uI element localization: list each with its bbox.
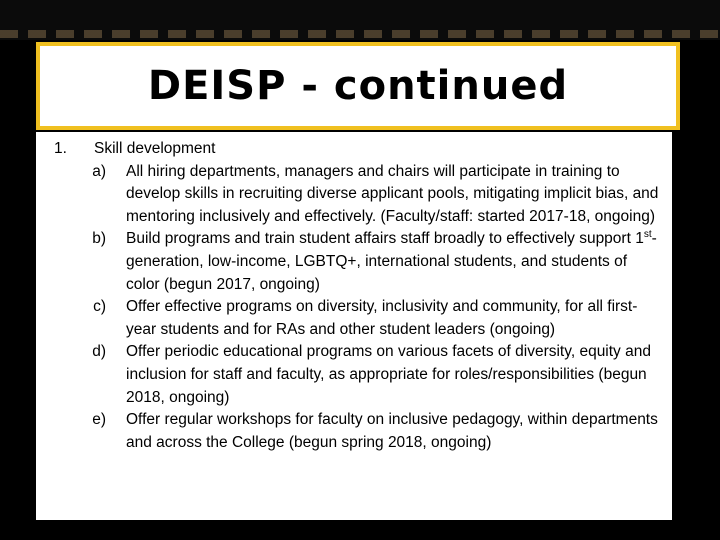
item-body <box>94 138 660 454</box>
background-left <box>0 40 36 500</box>
background-dashes <box>0 30 720 38</box>
sub-item-text: Offer regular workshops for faculty on inclusive pedagogy, within departments and across the College (begun spring 2018, ongoing) <box>126 411 658 451</box>
slide-title-box <box>36 42 680 130</box>
slide-content <box>36 132 672 520</box>
sub-item-text <box>126 228 660 296</box>
sub-item-letter: b) <box>92 230 106 248</box>
sub-item-c <box>94 296 660 341</box>
sub-item-letter: c) <box>93 298 106 316</box>
slide-title: DEISP - continued <box>147 63 569 109</box>
sub-item-text-before: Build programs and train student affairs staff broadly to effectively support 1 <box>126 230 644 248</box>
sub-item-text: All hiring departments, managers and chairs will participate in training to develop skills in recruiting diverse applicant pools, mitigating implicit bias, and mentoring inclusively and effectively. (Faculty/staff: started 2017-18, ongoing) <box>126 162 659 225</box>
sub-item-letter: a) <box>92 162 106 180</box>
sub-item-a <box>94 161 660 229</box>
list-item <box>54 138 660 454</box>
sub-item-e <box>94 409 660 454</box>
sub-item-text: Offer periodic educational programs on various facets of diversity, equity and inclusion for staff and faculty, as appropriate for roles/responsibilities (begun 2018, ongoing) <box>126 343 651 406</box>
item-title: Skill development <box>94 140 216 157</box>
superscript-st: st <box>643 229 652 241</box>
sub-item-text: Offer effective programs on diversity, inclusivity and community, for all first-year students and for RAs and other student leaders (ongoing) <box>126 298 638 338</box>
sub-item-b <box>94 228 660 296</box>
sub-item-text-after: -generation, low-income, LGBTQ+, international students, and students of color (begun 2017, ongoing) <box>126 230 657 293</box>
sub-item-letter: e) <box>92 411 106 429</box>
sub-item-d <box>94 341 660 409</box>
item-number: 1. <box>54 140 67 157</box>
sub-item-letter: d) <box>92 343 106 361</box>
